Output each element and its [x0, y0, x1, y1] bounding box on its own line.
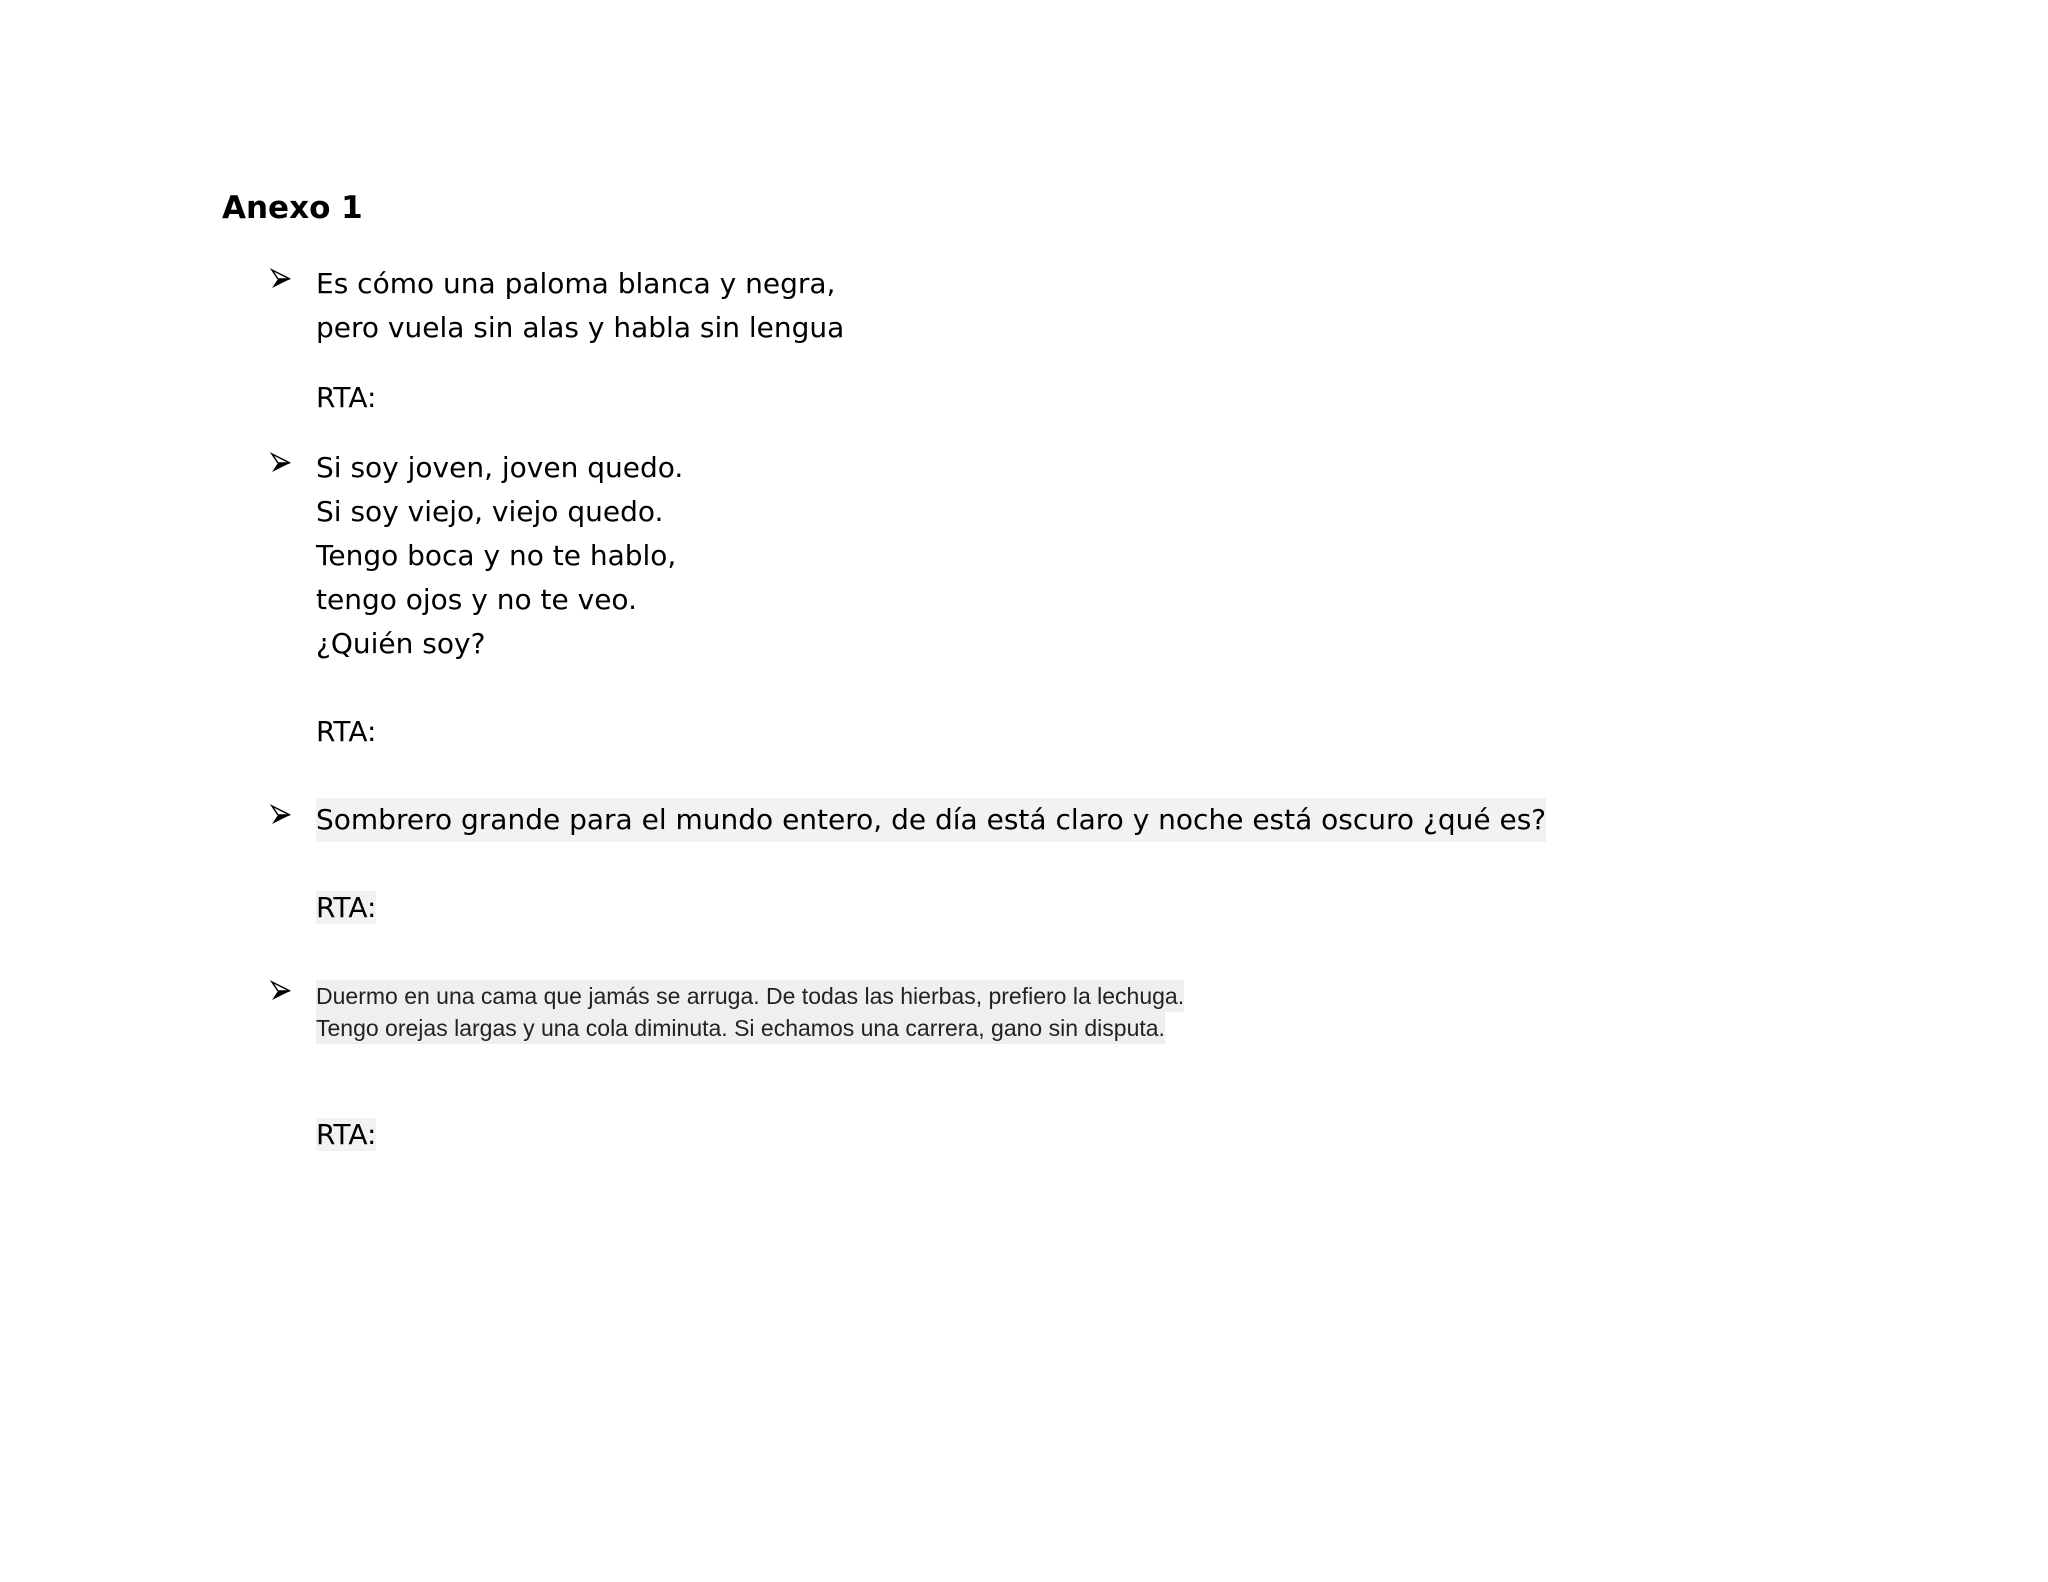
riddle-3-line-1: Sombrero grande para el mundo entero, de día está claro y noche está oscuro ¿qué es?	[316, 798, 1546, 842]
riddle-3-answer-label: RTA:	[316, 891, 377, 924]
riddle-4-answer-label: RTA:	[316, 1118, 377, 1151]
riddle-1-line-1: Es cómo una paloma blanca y negra,	[316, 267, 836, 300]
riddle-2-line-1: Si soy joven, joven quedo.	[316, 451, 684, 484]
arrowhead-bullet-icon	[270, 980, 292, 1002]
arrowhead-bullet-icon	[270, 268, 292, 290]
riddle-2-line-3: Tengo boca y no te hablo,	[316, 539, 677, 572]
riddle-1-line-2: pero vuela sin alas y habla sin lengua	[316, 311, 845, 344]
riddle-2-answer-label: RTA:	[316, 715, 377, 748]
riddle-4-line-1: Duermo en una cama que jamás se arruga. De todas las hierbas, prefiero la lechuga.	[316, 980, 1184, 1012]
riddle-4-line-2: Tengo orejas largas y una cola diminuta. Si echamos una carrera, gano sin disputa.	[316, 1012, 1165, 1044]
riddle-3-answer-wrap	[316, 888, 376, 928]
riddle-1-text	[316, 262, 844, 350]
riddle-4-answer-wrap	[316, 1115, 376, 1155]
page-heading: Anexo 1	[222, 190, 363, 226]
riddle-1-answer-label: RTA:	[316, 381, 377, 414]
arrowhead-bullet-icon	[270, 804, 292, 826]
riddle-2-line-2: Si soy viejo, viejo quedo.	[316, 495, 664, 528]
riddle-2-line-4: tengo ojos y no te veo.	[316, 583, 637, 616]
riddle-2-line-5: ¿Quién soy?	[316, 627, 486, 660]
riddle-2-text	[316, 446, 683, 666]
arrowhead-bullet-icon	[270, 452, 292, 474]
riddle-4-text	[316, 980, 1184, 1044]
riddle-3-text	[316, 798, 1546, 842]
